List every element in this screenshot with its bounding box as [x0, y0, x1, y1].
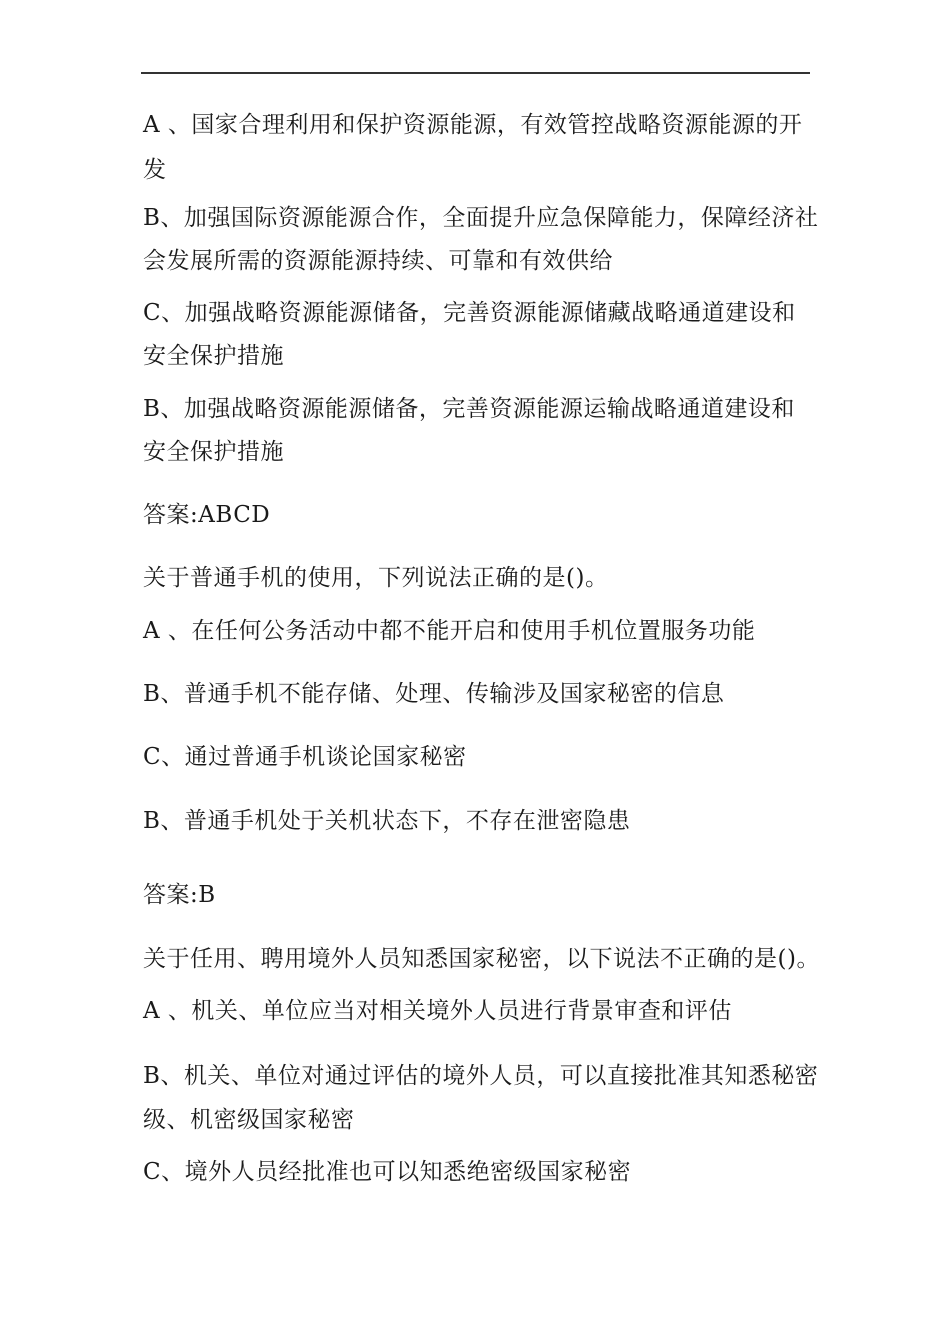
- text-line: 关于任用、聘用境外人员知悉国家秘密，以下说法不正确的是()。: [143, 946, 820, 972]
- text-line: 会发展所需的资源能源持续、可靠和有效供给: [143, 248, 613, 274]
- q1-answer: [143, 496, 818, 534]
- text-line: C、境外人员经批准也可以知悉绝密级国家秘密: [143, 1159, 632, 1185]
- text-line: A 、在任何公务活动中都不能开启和使用手机位置服务功能: [143, 618, 756, 644]
- text-line: 安全保护措施: [143, 343, 284, 369]
- q3-option-c: [143, 1153, 818, 1191]
- text-line: A 、机关、单位应当对相关境外人员进行背景审查和评估: [143, 998, 732, 1024]
- text-line: C、通过普通手机谈论国家秘密: [143, 744, 467, 770]
- q1-option-a: [143, 106, 818, 189]
- q2-option-d: [143, 802, 818, 840]
- q1-option-d: [143, 390, 818, 471]
- text-line: 发: [143, 157, 167, 183]
- q2-option-c: [143, 738, 818, 776]
- q3-option-b: [143, 1057, 818, 1139]
- text-line: 关于普通手机的使用，下列说法正确的是()。: [143, 565, 609, 591]
- q1-option-b: [143, 199, 818, 280]
- text-line: A 、国家合理利用和保护资源能源，有效管控战略资源能源的开: [143, 112, 803, 138]
- q2-option-b: [143, 675, 818, 713]
- text-line: 级、机密级国家秘密: [143, 1107, 355, 1133]
- text-line: 安全保护措施: [143, 439, 284, 465]
- q2-question: [143, 559, 818, 597]
- text-line: B、机关、单位对通过评估的境外人员，可以直接批准其知悉秘密: [143, 1063, 819, 1089]
- header-rule: [141, 72, 810, 74]
- q2-answer: [143, 876, 818, 914]
- text-line: B、普通手机不能存储、处理、传输涉及国家秘密的信息: [143, 681, 725, 707]
- text-line: C、加强战略资源能源储备，完善资源能源储藏战略通道建设和: [143, 300, 796, 326]
- text-line: B、加强战略资源能源储备，完善资源能源运输战略通道建设和: [143, 396, 795, 422]
- q2-option-a: [143, 612, 818, 650]
- q1-option-c: [143, 294, 818, 375]
- q3-option-a: [143, 992, 818, 1030]
- text-line: 答案:B: [143, 882, 216, 908]
- text-line: B、普通手机处于关机状态下，不存在泄密隐患: [143, 808, 631, 834]
- q3-question: [143, 940, 818, 978]
- text-line: B、加强国际资源能源合作，全面提升应急保障能力，保障经济社: [143, 205, 819, 231]
- text-line: 答案:ABCD: [143, 502, 271, 528]
